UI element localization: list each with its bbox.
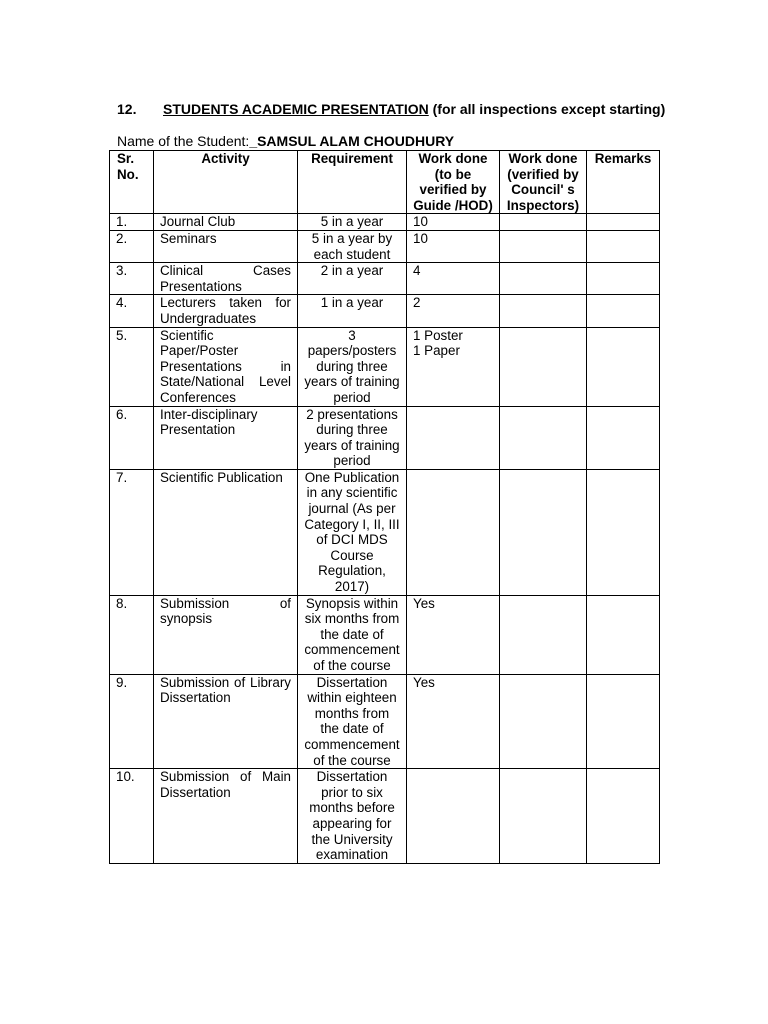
table-row (110, 406, 660, 469)
row-remarks (587, 406, 660, 469)
work-done-guide-entry: 2 (413, 295, 421, 311)
row-work-done-council (500, 469, 587, 595)
row-requirement: Dissertation within eighteen months from the date of commencement of the course (298, 674, 407, 769)
row-work-done-council (500, 295, 587, 327)
row-activity: Scientific Paper/Poster Presentations in State/National Level Conferences (154, 327, 298, 406)
header-activity: Activity (154, 151, 298, 214)
row-sr-no: 9. (110, 674, 154, 769)
table-row (110, 327, 660, 406)
row-work-done-guide (407, 595, 500, 674)
academic-presentation-table (109, 150, 660, 864)
work-done-guide-entry: Yes (413, 674, 435, 690)
row-requirement: 2 presentations during three years of training period (298, 406, 407, 469)
row-remarks (587, 214, 660, 231)
table-row (110, 469, 660, 595)
row-work-done-guide (407, 295, 500, 327)
row-requirement: 2 in a year (298, 263, 407, 295)
row-remarks (587, 674, 660, 769)
section-heading (117, 101, 665, 117)
row-work-done-council (500, 674, 587, 769)
header-remarks: Remarks (587, 151, 660, 214)
table-row (110, 674, 660, 769)
row-activity: Seminars (154, 230, 298, 262)
row-remarks (587, 295, 660, 327)
work-done-guide-entry: Yes (413, 595, 435, 611)
row-work-done-council (500, 595, 587, 674)
row-sr-no: 5. (110, 327, 154, 406)
table-row (110, 295, 660, 327)
row-work-done-guide (407, 406, 500, 469)
row-work-done-guide (407, 214, 500, 231)
row-sr-no: 8. (110, 595, 154, 674)
row-sr-no: 1. (110, 214, 154, 231)
row-remarks (587, 263, 660, 295)
row-work-done-council (500, 327, 587, 406)
table-row (110, 230, 660, 262)
row-requirement: Synopsis within six months from the date of commencement of the course (298, 595, 407, 674)
row-activity: Submission of Library Dissertation (154, 674, 298, 769)
section-note: (for all inspections except starting) (428, 101, 666, 117)
table-row (110, 263, 660, 295)
row-work-done-guide (407, 263, 500, 295)
row-sr-no: 3. (110, 263, 154, 295)
student-name: _SAMSUL ALAM CHOUDHURY (249, 133, 455, 149)
row-requirement: 5 in a year (298, 214, 407, 231)
row-work-done-guide (407, 674, 500, 769)
row-activity: Scientific Publication (154, 469, 298, 595)
header-requirement: Requirement (298, 151, 407, 214)
row-remarks (587, 230, 660, 262)
row-activity: Journal Club (154, 214, 298, 231)
student-name-label: Name of the Student: (117, 133, 250, 149)
row-work-done-guide (407, 327, 500, 406)
header-work-done-council: Work done (verified by Council' s Inspectors) (500, 151, 587, 214)
row-work-done-council (500, 769, 587, 864)
row-activity: Clinical Cases Presentations (154, 263, 298, 295)
work-done-guide-entry: 4 (413, 263, 421, 279)
header-row (110, 151, 660, 214)
row-sr-no: 10. (110, 769, 154, 864)
row-requirement: One Publication in any scientific journal (As per Category I, II, III of DCI MDS Course Regulation, 2017) (298, 469, 407, 595)
section-number: 12. (117, 101, 137, 117)
header-sr-no: Sr. No. (110, 151, 154, 214)
row-requirement: 3 papers/posters during three years of training period (298, 327, 407, 406)
row-work-done-guide (407, 469, 500, 595)
work-done-guide-entry: 10 (413, 230, 428, 246)
row-requirement: 1 in a year (298, 295, 407, 327)
work-done-guide-entry: 10 (413, 214, 428, 230)
row-work-done-guide (407, 230, 500, 262)
row-sr-no: 7. (110, 469, 154, 595)
work-done-guide-entry: 1 Paper (413, 343, 460, 359)
row-remarks (587, 469, 660, 595)
row-work-done-council (500, 263, 587, 295)
row-activity: Inter-disciplinary Presentation (154, 406, 298, 469)
row-remarks (587, 769, 660, 864)
row-requirement: 5 in a year by each student (298, 230, 407, 262)
row-sr-no: 4. (110, 295, 154, 327)
work-done-guide-entry: 1 Poster (413, 327, 463, 343)
table-row (110, 214, 660, 231)
header-work-done-guide: Work done (to be verified by Guide /HOD) (407, 151, 500, 214)
row-activity: Submission of Main Dissertation (154, 769, 298, 864)
row-activity: Submission of synopsis (154, 595, 298, 674)
row-work-done-council (500, 230, 587, 262)
row-sr-no: 2. (110, 230, 154, 262)
row-requirement: Dissertation prior to six months before appearing for the University examination (298, 769, 407, 864)
table-row (110, 769, 660, 864)
row-remarks (587, 595, 660, 674)
row-sr-no: 6. (110, 406, 154, 469)
table-row (110, 595, 660, 674)
student-name-line (117, 133, 454, 149)
row-remarks (587, 327, 660, 406)
row-activity: Lecturers taken for Undergraduates (154, 295, 298, 327)
row-work-done-council (500, 214, 587, 231)
section-title: STUDENTS ACADEMIC PRESENTATION (163, 101, 429, 117)
row-work-done-guide (407, 769, 500, 864)
row-work-done-council (500, 406, 587, 469)
